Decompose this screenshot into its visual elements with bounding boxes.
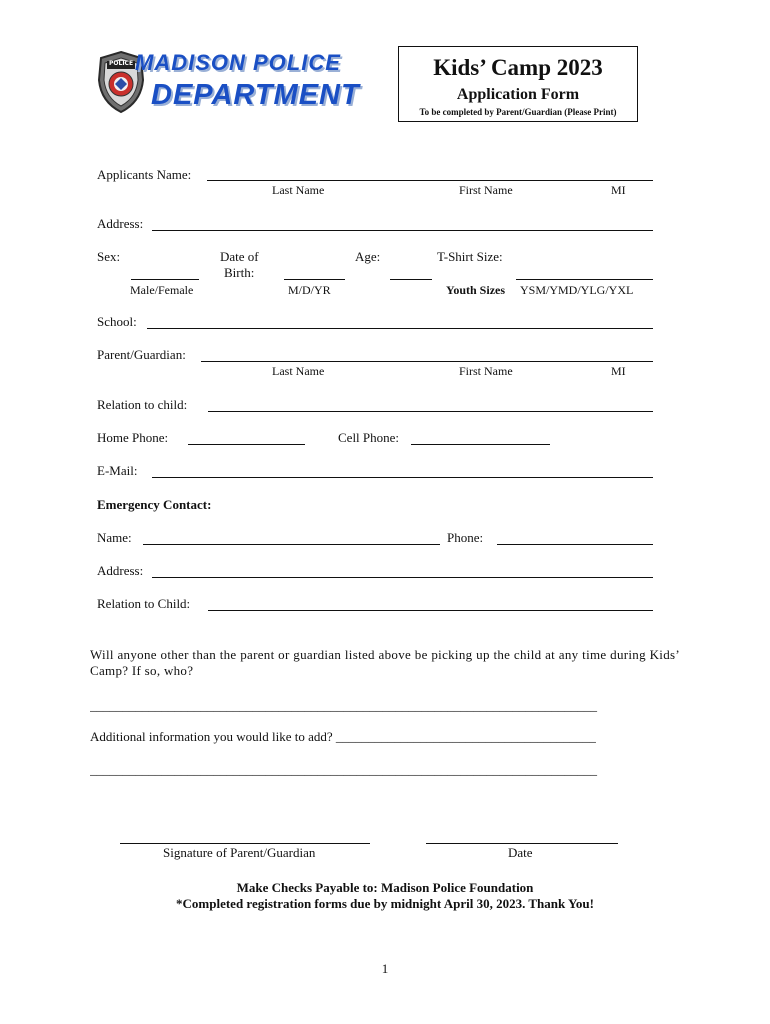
email-field[interactable] [152,477,653,478]
emergency-address-label: Address: [97,563,144,578]
address-field[interactable] [152,230,653,231]
home-phone-label: Home Phone: [97,430,169,445]
size-options: YSM/YMD/YLG/YXL [520,283,634,297]
emergency-name-label: Name: [97,530,132,545]
sex-field[interactable] [131,279,199,280]
form-instruction: To be completed by Parent/Guardian (Please Print) [419,107,617,117]
parent-label: Parent/Guardian: [97,347,186,362]
deadline-note: *Completed registration forms due by midnight April 30, 2023. Thank You! [176,896,594,911]
form-title: Kids’ Camp 2023 [433,55,603,80]
parent-mi-hint: MI [611,364,626,378]
badge-text: POLICE [109,60,134,67]
first-name-hint: First Name [459,183,513,197]
home-phone-field[interactable] [188,444,305,445]
last-name-hint: Last Name [272,183,325,197]
age-label: Age: [355,249,381,264]
emergency-heading: Emergency Contact: [97,497,212,512]
dob-field[interactable] [284,279,345,280]
emergency-relation-label: Relation to Child: [97,596,191,611]
dob-label-line1: Date of [220,249,259,264]
parent-first-hint: First Name [459,364,513,378]
mi-hint: MI [611,183,626,197]
additional-info-line[interactable]: ______________________________________________________________________________ [90,762,597,777]
youth-sizes-label: Youth Sizes [446,283,506,297]
tshirt-label: T-Shirt Size: [437,249,503,264]
signature-label: Signature of Parent/Guardian [163,845,316,860]
page-number: 1 [381,961,389,976]
date-field[interactable] [426,843,618,844]
email-label: E-Mail: [97,463,138,478]
applicant-name-field[interactable] [207,180,653,181]
cell-phone-label: Cell Phone: [338,430,400,445]
form-subtitle: Application Form [456,86,580,103]
emergency-address-field[interactable] [152,577,653,578]
parent-last-hint: Last Name [272,364,325,378]
applicant-name-label: Applicants Name: [97,167,192,182]
school-label: School: [97,314,137,329]
date-label: Date [508,845,533,860]
dob-hint: M/D/YR [288,283,331,297]
emergency-name-field[interactable] [143,544,440,545]
emergency-relation-field[interactable] [208,610,653,611]
emergency-phone-label: Phone: [447,530,484,545]
relation-field[interactable] [208,411,653,412]
signature-field[interactable] [120,843,370,844]
parent-name-field[interactable] [201,361,653,362]
police-logo [95,50,375,116]
title-box [398,46,638,122]
tshirt-field[interactable] [516,279,653,280]
additional-info-label[interactable]: Additional information you would like to add? ________________________________________ [90,729,596,744]
emergency-phone-field[interactable] [497,544,653,545]
school-field[interactable] [147,328,653,329]
logo-line-1: MADISON POLICE [135,50,341,75]
pickup-answer-line[interactable]: ______________________________________________________________________________ [90,698,597,713]
logo-line-2: DEPARTMENT [151,79,360,111]
dob-label-line2: Birth: [224,265,255,280]
sex-hint: Male/Female [130,283,194,297]
relation-label: Relation to child: [97,397,188,412]
pickup-question: Will anyone other than the parent or guardian listed above be picking up the child at any time during Kids’ Camp? If so, who? [90,647,680,678]
cell-phone-field[interactable] [411,444,550,445]
address-label: Address: [97,216,144,231]
payable-note: Make Checks Payable to: Madison Police Foundation [236,880,534,895]
sex-label: Sex: [97,249,121,264]
age-field[interactable] [390,279,432,280]
